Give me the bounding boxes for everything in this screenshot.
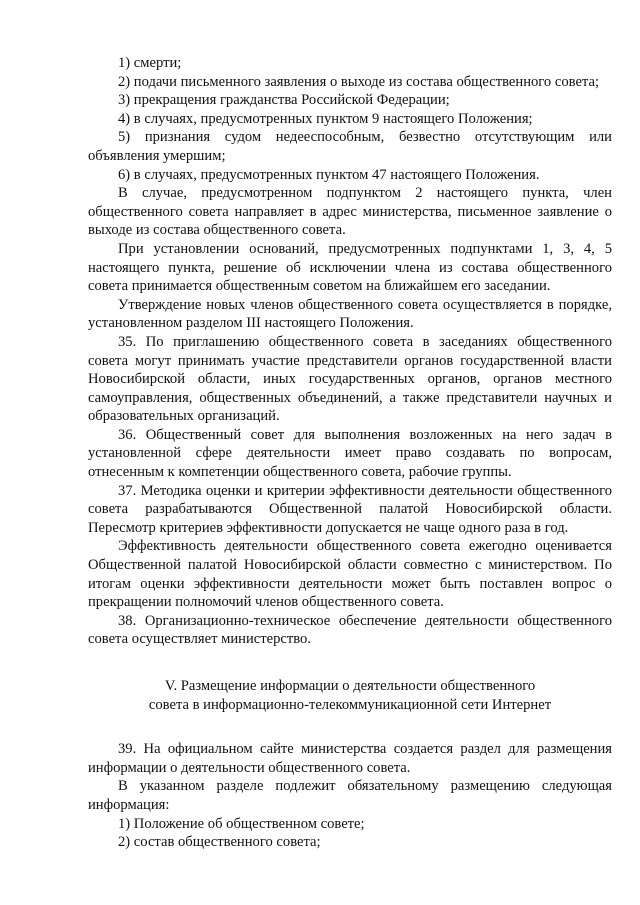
paragraph: 35. По приглашению общественного совета в заседаниях общественного совета могут принимать участие представители органов государственной власти Новосибирской области, иных государственных органов, органов местного самоуправления, общественных объединений, а также представители научных и образовательных организаций. xyxy=(88,333,612,425)
paragraph: 39. На официальном сайте министерства создается раздел для размещения информации о деятельности общественного совета. xyxy=(88,741,612,776)
paragraph: 3) прекращения гражданства Российской Федерации; xyxy=(118,92,450,109)
paragraph: 5) признания судом недееспособным, безвестно отсутствующим или объявления умершим; xyxy=(88,129,612,164)
paragraph: 36. Общественный совет для выполнения возложенных на него задач в установленной сфере деятельности имеет право создавать по вопросам, отнесенным к компетенции общественного совета, рабочие группы. xyxy=(88,426,612,481)
paragraph: При установлении оснований, предусмотренных подпунктами 1, 3, 4, 5 настоящего пункта, решение об исключении члена из состава общественного совета принимается общественным советом на ближайшем его заседании. xyxy=(88,240,612,295)
heading-line: V. Размещение информации о деятельности общественного xyxy=(164,678,536,694)
paragraph: Эффективность деятельности общественного совета ежегодно оценивается Общественной палатой Новосибирской области совместно с министерством. По итогам оценки эффективности деятельности может быть поставлен вопрос о прекращении полномочий членов общественного совета. xyxy=(88,538,612,611)
paragraph: 2) состав общественного совета; xyxy=(118,834,321,851)
paragraph: 6) в случаях, предусмотренных пунктом 47 настоящего Положения. xyxy=(118,166,540,183)
paragraph: 1) Положение об общественном совете; xyxy=(118,815,365,832)
paragraph: 37. Методика оценки и критерии эффективности деятельности общественного совета разрабатываются Общественной палатой Новосибирской области. Пересмотр критериев эффективности допускается не чаще одного раза в год. xyxy=(88,482,612,536)
document-page xyxy=(88,54,612,852)
section-v xyxy=(88,740,612,852)
paragraph: 1) смерти; xyxy=(118,55,182,71)
section-v-heading xyxy=(88,677,612,714)
paragraph: Утверждение новых членов общественного совета осуществляется в порядке, установленном разделом III настоящего Положения. xyxy=(88,296,612,332)
section-iv-tail xyxy=(88,54,612,649)
paragraph: В указанном разделе подлежит обязательному размещению следующая информация: xyxy=(88,778,612,813)
paragraph: В случае, предусмотренном подпунктом 2 настоящего пункта, член общественного совета направляет в адрес министерства, письменное заявление о выходе из состава общественного совета. xyxy=(88,185,612,239)
paragraph: 38. Организационно-техническое обеспечение деятельности общественного совета осуществляет министерство. xyxy=(88,612,612,648)
heading-line: совета в информационно-телекоммуникационной сети Интернет xyxy=(148,696,552,713)
paragraph: 4) в случаях, предусмотренных пунктом 9 настоящего Положения; xyxy=(118,110,533,127)
paragraph: 2) подачи письменного заявления о выходе из состава общественного совета; xyxy=(118,73,600,90)
